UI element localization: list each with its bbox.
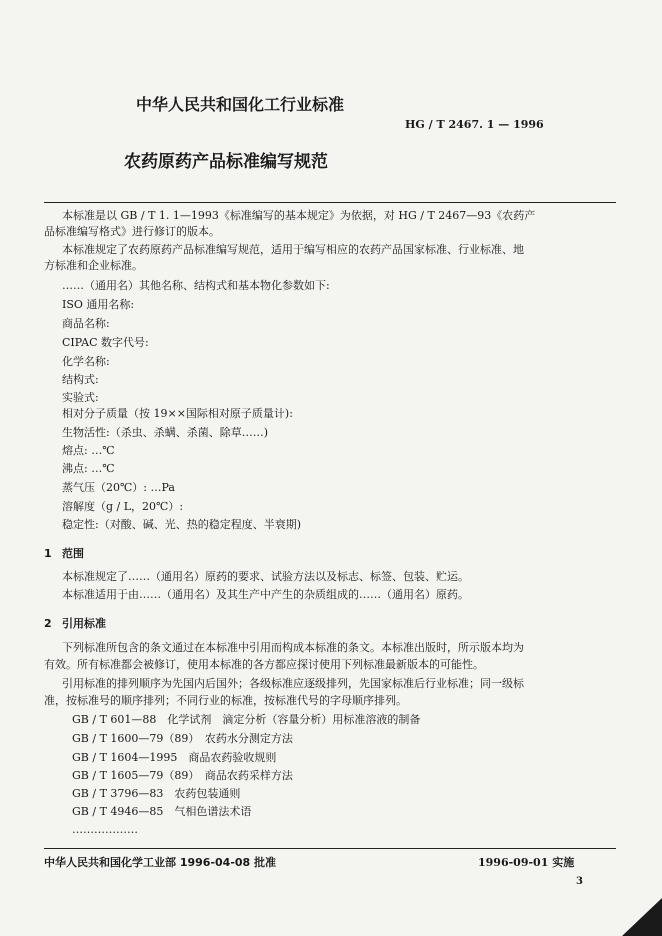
param-bioactivity: 生物活性:（杀虫、杀螨、杀菌、除草……) — [62, 426, 268, 439]
approval-note: 中华人民共和国化学工业部 1996-04-08 批准 — [44, 856, 277, 869]
param-melting-point: 熔点: …℃ — [62, 444, 115, 457]
standard-code: HG / T 2467. 1 — 1996 — [405, 118, 544, 131]
implementation-date: 1996-09-01 实施 — [478, 856, 575, 869]
page-number: 3 — [576, 876, 583, 887]
section-2-paragraph-2-line-1: 引用标准的排列顺序为先国内后国外；各级标准应逐级排列，先国家标准后行业标准；同一级标 — [62, 677, 524, 690]
section-2-paragraph-1-line-2: 有效。所有标准都会被修订，使用本标准的各方都应探讨使用下列标准最新版本的可能性。 — [44, 658, 484, 671]
issuing-organization: 中华人民共和国化工行业标准 — [136, 95, 345, 114]
reference-continuation-dots: ……………… — [72, 823, 138, 836]
reference-code: GB / T 1604—1995 — [72, 751, 178, 764]
param-boiling-point: 沸点: …℃ — [62, 462, 115, 475]
section-1-line-2: 本标准适用于由……（通用名）及其生产中产生的杂质组成的……（通用名）原药。 — [62, 588, 469, 601]
footer-rule — [44, 848, 616, 849]
param-stability: 稳定性:（对酸、碱、光、热的稳定程度、半衰期) — [62, 518, 301, 531]
intro-paragraph-1-line-2: 品标准编写格式》进行修订的版本。 — [44, 225, 220, 238]
param-solubility: 溶解度（g / L，20℃）: — [62, 500, 184, 513]
reference-title: 农药水分测定方法 — [204, 732, 293, 745]
section-1-line-1: 本标准规定了……（通用名）原药的要求、试验方法以及标志、标签、包装、贮运。 — [62, 570, 469, 583]
document-title: 农药原药产品标准编写规范 — [124, 152, 328, 172]
param-structural-formula: 结构式: — [62, 373, 99, 386]
reference-title: 化学试剂 滴定分析（容量分析）用标准溶液的制备 — [167, 713, 421, 726]
section-1-number: 1 — [44, 547, 52, 560]
param-empirical-formula: 实验式: — [62, 391, 99, 404]
param-vapor-pressure: 蒸气压（20℃）: …Pa — [62, 481, 175, 494]
reference-title: 商品农药验收规则 — [188, 751, 277, 764]
reference-item — [72, 804, 251, 820]
param-cipac-code: CIPAC 数字代号: — [62, 336, 149, 349]
reference-item — [72, 750, 276, 766]
reference-item — [72, 768, 293, 784]
param-molecular-weight: 相对分子质量（按 19××国际相对原子质量计): — [62, 407, 293, 420]
reference-title: 气相色谱法术语 — [174, 805, 252, 818]
reference-code: GB / T 1605—79（89） — [72, 769, 194, 782]
reference-title: 农药包装通则 — [174, 787, 241, 800]
scan-corner-shadow — [612, 898, 662, 936]
section-2-paragraph-1-line-1: 下列标准所包含的条文通过在本标准中引用而构成本标准的条文。本标准出版时，所示版本均为 — [62, 641, 524, 654]
reference-title: 商品农药采样方法 — [204, 769, 293, 782]
intro-paragraph-1-line-1: 本标准是以 GB / T 1. 1—1993《标准编写的基本规定》为依据，对 HG / T 2467—93《农药产 — [62, 209, 536, 222]
section-2-paragraph-2-line-2: 准，按标准号的顺序排列；不同行业的标准，按标准代号的字母顺序排列。 — [44, 694, 407, 707]
reference-code: GB / T 4946—85 — [72, 805, 164, 818]
section-2-heading: 引用标准 — [62, 617, 106, 630]
reference-item — [72, 786, 240, 802]
section-1-heading: 范围 — [62, 547, 84, 560]
reference-code: GB / T 1600—79（89） — [72, 732, 194, 745]
section-2-number: 2 — [44, 617, 52, 630]
intro-paragraph-3: ……（通用名）其他名称、结构式和基本物化参数如下: — [62, 279, 330, 292]
param-trade-name: 商品名称: — [62, 317, 110, 330]
reference-item — [72, 731, 293, 747]
intro-paragraph-2-line-2: 方标准和企业标准。 — [44, 259, 143, 272]
param-chemical-name: 化学名称: — [62, 355, 110, 368]
reference-item — [72, 712, 420, 728]
reference-code: GB / T 601—88 — [72, 713, 157, 726]
intro-paragraph-2-line-1: 本标准规定了农药原药产品标准编写规范，适用于编写相应的农药产品国家标准、行业标准、地 — [62, 243, 524, 256]
header-rule — [44, 202, 616, 203]
param-iso-name: ISO 通用名称: — [62, 298, 135, 311]
reference-code: GB / T 3796—83 — [72, 787, 164, 800]
